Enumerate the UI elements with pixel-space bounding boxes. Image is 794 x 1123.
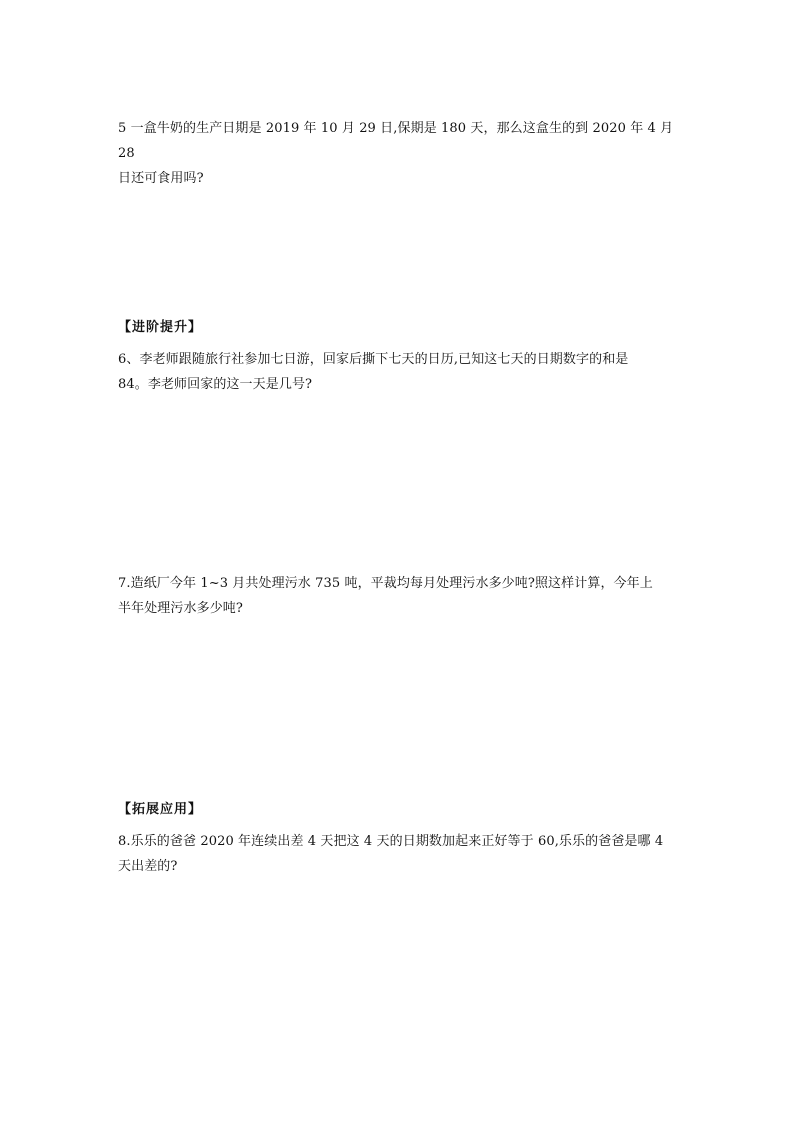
question-6 [118, 347, 680, 397]
section-advanced-heading: 【进阶提升】 [118, 320, 203, 335]
question-7-line-1: 7.造纸厂今年 1~3 月共处理污水 735 吨，平裁均每月处理污水多少吨?照这样计算，今年上 [118, 576, 653, 591]
question-7 [118, 571, 680, 621]
question-8 [118, 829, 680, 879]
section-extension [118, 800, 680, 822]
question-8-line-2: 天出差的? [118, 859, 178, 874]
question-5 [118, 116, 680, 191]
question-6-line-1: 6、李老师跟随旅行社参加七日游，回家后撕下七天的日历,已知这七天的日期数字的和是 [118, 352, 629, 367]
section-advanced [118, 318, 680, 340]
question-5-line-2: 日还可食用吗? [118, 171, 204, 186]
section-extension-heading: 【拓展应用】 [118, 802, 203, 817]
question-6-line-2: 84。李老师回家的这一天是几号? [118, 377, 313, 392]
question-5-line-1: 5 一盒牛奶的生产日期是 2019 年 10 月 29 日,保期是 180 天，那么这盒生的到 2020 年 4 月 28 [118, 121, 674, 161]
question-8-line-1: 8.乐乐的爸爸 2020 年连续出差 4 天把这 4 天的日期数加起来正好等于 60,乐乐的爸爸是哪 4 [118, 834, 664, 849]
question-7-line-2: 半年处理污水多少吨? [118, 601, 243, 616]
